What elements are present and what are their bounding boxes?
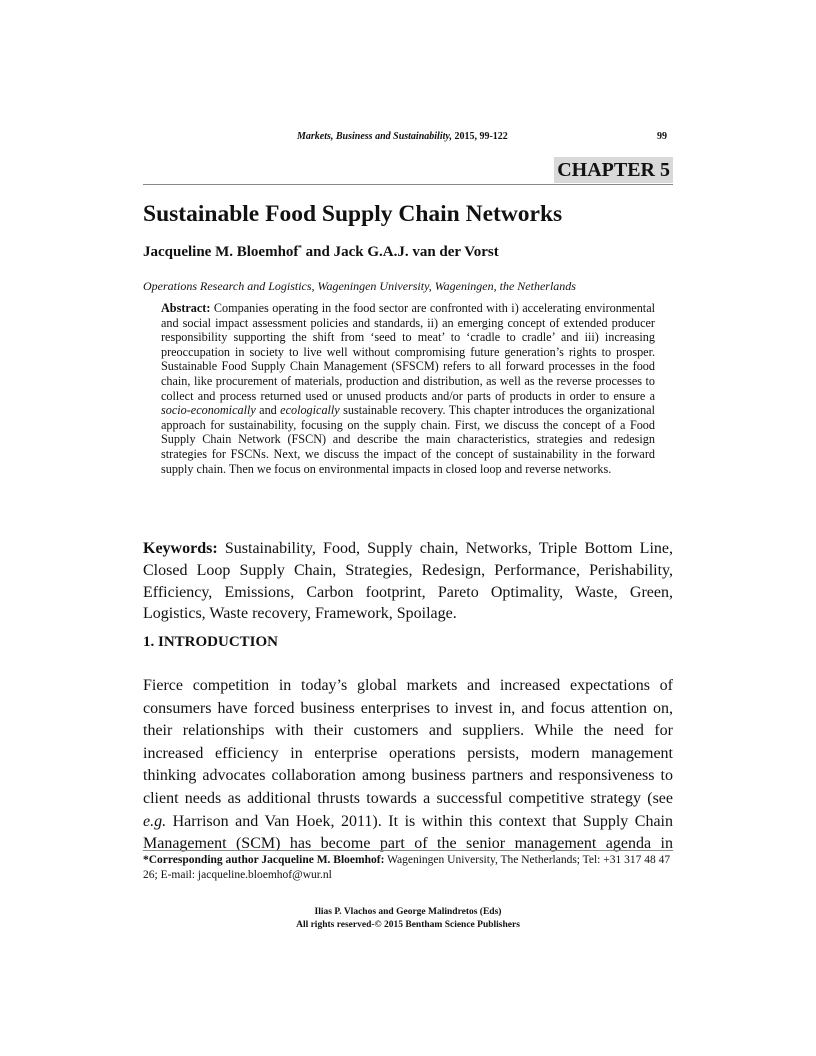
chapter-label: CHAPTER 5 [554,157,673,183]
editors: Ilias P. Vlachos and George Malindretos (Eds) [314,907,502,917]
journal-citation [297,131,508,142]
abstract-emphasis: ecologically [280,403,340,418]
paragraph-text: Harrison and Van Hoek, 2011). It is within this context that Supply Chain Management (SCM) has become part of the senior management agenda in [143,812,673,853]
corresponding-mark: * [298,244,302,252]
affiliation: Operations Research and Logistics, Wageningen University, Wageningen, the Netherlands [143,279,576,293]
introduction-paragraph [143,675,673,856]
author-2: and Jack G.A.J. van der Vorst [301,244,499,260]
publisher-footer [143,906,673,932]
keywords [143,538,673,625]
footnote [143,853,673,882]
section-heading: 1. INTRODUCTION [143,634,279,650]
keywords-text: Sustainability, Food, Supply chain, Networks, Triple Bottom Line, Closed Loop Supply Chain, Strategies, Redesign, Performance, Perishability, Efficiency, Emissions, Carbon footprint, Pareto Optimality, Waste, Green, Logistics, Waste recovery, Framework, Spoilage. [143,540,673,623]
abstract-label: Abstract: [161,301,211,315]
paragraph-text: Fierce competition in today’s global markets and increased expectations of consumers have forced business enterprises to invest in, and focus attention on, their relationships with their customers and suppliers. While the need for increased efficiency in enterprise operations persists, modern management thinking advocates collaboration among business partners and responsiveness to client needs as additional thrusts towards a successful competitive strategy (see [143,677,673,807]
footnote-text: Wageningen University, The Netherlands; Tel: +31 317 48 47 26; E-mail: jacqueline.bloemhof@wur.nl [143,854,671,881]
abstract-text: sustainable recovery. This chapter introduces the organizational approach for sustainability, focusing on the supply chain. First, we discuss the concept of a Food Supply Chain Network (FSCN) and describe the main characteristics, strategies and redesign strategies for FSCNs. Next, we discuss the impact of the concept of sustainability in the forward supply chain. Then we focus on environmental impacts in closed loop and reverse networks. [161,403,655,476]
footnote-label: *Corresponding author Jacqueline M. Bloemhof: [143,854,385,866]
paragraph-emphasis: e.g. [143,812,167,830]
copyright: All rights reserved-© 2015 Bentham Science Publishers [296,920,520,930]
journal-name: Markets, Business and Sustainability, [297,131,452,142]
abstract-text: Companies operating in the food sector are confronted with i) accelerating environmental and social impact assessment policies and standards, ii) an emerging concept of extended producer responsibility supporting the shift from ‘seed to meat’ to ‘cradle to cradle’ and iii) increasing preoccupation in society to live well without compromising future generation’s rights to prosper. Sustainable Food Supply Chain Management (SFSCM) refers to all forward processes in the food chain, like procurement of materials, production and distribution, as well as the reverse processes to collect and process returned used or unused products and/or parts of products in order to ensure a [161,301,655,403]
author-1: Jacqueline M. Bloemhof [143,244,299,260]
journal-pages: 2015, 99-122 [451,131,508,142]
authors [143,244,499,261]
footnote-divider [143,850,673,851]
abstract-text: and [255,403,281,418]
header-divider [143,184,673,185]
abstract-emphasis: socio-economically [161,403,256,418]
keywords-label: Keywords: [143,540,218,557]
page-title: Sustainable Food Supply Chain Networks [143,201,563,227]
abstract [161,301,655,476]
page-number: 99 [657,131,667,142]
